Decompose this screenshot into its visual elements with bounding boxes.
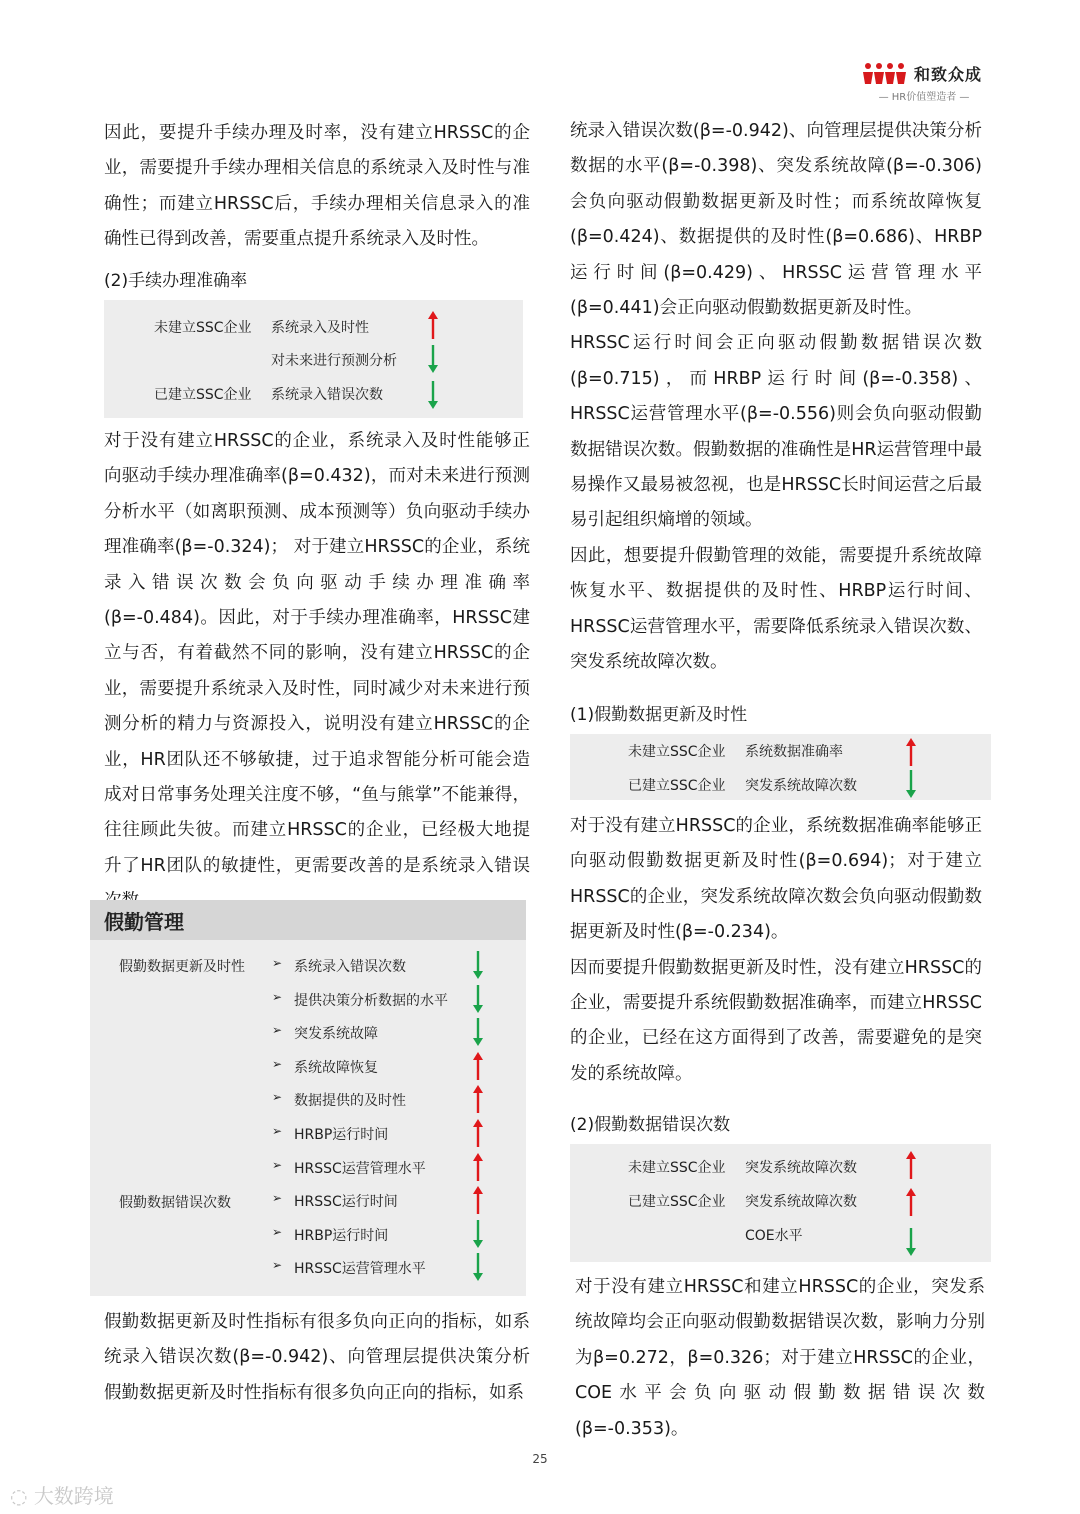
attendance-item-label: 系统录入错误次数 (294, 959, 406, 975)
right-paragraph-1: 统录入错误次数(β=-0.942)、向管理层提供决策分析数据的水平(β=-0.398)、突发系统故障(β=-0.306)会负向驱动假勤数据更新及时性；而系统故障恢复(β=0.424)、数据提供的及时性(β=0.686)、HRBP运行时间(β=0.429)、HRSSC运营管理水平(β=0.441)会正向驱动假勤数据更新及时性。 (570, 121, 982, 319)
page-number: 25 (532, 1452, 548, 1466)
left-subhead-accuracy: (2)手续办理准确率 (104, 271, 248, 291)
box-item-label: 对未来进行预测分析 (271, 353, 397, 369)
arrow-up-icon (472, 1051, 484, 1081)
attendance-item-label: HRBP运行时间 (294, 1227, 389, 1244)
brand-logo (862, 60, 992, 104)
arrow-down-icon (472, 1252, 484, 1282)
triangle-bullet-icon: ➢ (272, 1157, 283, 1172)
left-box-accuracy (104, 300, 523, 418)
attendance-item-label: HRSSC运行时间 (294, 1194, 398, 1211)
left-column-2 (104, 424, 530, 920)
arrow-down-icon (472, 950, 484, 980)
box-item-label: 系统录入及时性 (271, 320, 369, 336)
attendance-item-label: HRSSC运营管理水平 (294, 1261, 426, 1278)
left-column-3 (104, 1305, 530, 1411)
box-item-label: 系统数据准确率 (745, 744, 843, 760)
arrow-up-icon (427, 310, 439, 340)
right-column (570, 114, 982, 681)
arrow-up-icon (905, 1149, 917, 1181)
right-paragraph-2: HRSSC运行时间会正向驱动假勤数据错误次数(β=0.715)，而HRBP运行时间(β=-0.358)、 HRSSC运营管理水平(β=-0.556)则会负向驱动假勤数据错误次数。假勤数据的准确性是HR运营管理中最易操作又最易被忽视，也是HRSSC长时间运营之后最易引起组织熵增的领域。 (570, 333, 982, 531)
arrow-up-icon (905, 1186, 917, 1218)
right-paragraph-4: 对于没有建立HRSSC的企业，系统数据准确率能够正向驱动假勤数据更新及时性(β=0.694)；对于建立HRSSC的企业，突发系统故障次数会负向驱动假勤数据更新及时性(β=-0.234)。 (570, 816, 982, 943)
brand-name: 和致众成 (914, 65, 983, 84)
left-column (104, 116, 530, 296)
brand-tagline: — HR价值塑造者 — (878, 92, 970, 103)
arrow-up-icon (472, 1118, 484, 1148)
arrow-up-icon (472, 1185, 484, 1215)
box-item-label: COE水平 (745, 1228, 803, 1244)
box-item-label: 突发系统故障次数 (745, 778, 857, 794)
arrow-down-icon (472, 1219, 484, 1249)
box-item-label: 突发系统故障次数 (745, 1194, 857, 1210)
arrow-down-icon (905, 1226, 917, 1258)
triangle-bullet-icon: ➢ (272, 1023, 283, 1038)
left-paragraph-3: 假勤数据更新及时性指标有很多负向正向的指标，如系统录入错误次数(β=-0.942)、向管理层提供决策分析假勤数据更新及时性指标有很多负向正向的指标，如系 (104, 1312, 530, 1403)
triangle-bullet-icon: ➢ (272, 1056, 283, 1071)
left-paragraph-2: 对于没有建立HRSSC的企业，系统录入及时性能够正向驱动手续办理准确率(β=0.432)，而对未来进行预测分析水平（如离职预测、成本预测等）负向驱动手续办理准确率(β=-0.324)； 对于建立HRSSC的企业，系统录入错误次数会负向驱动手续办理准确率(β=-0.484)。因此，对于手续办理准确率，HRSSC建立与否，有着截然不同的影响，没有建立HRSSC的企业，需要提升系统录入及时性，同时减少对未来进行预测分析的精力与资源投入，说明没有建立HRSSC的企业，HR团队还不够敏捷，过于追求智能分析可能会造成对日常事务处理关注度不够，“鱼与熊掌”不能兼得，往往顾此失彼。而建立HRSSC的企业，已经极大地提升了HR团队的敏捷性，更需要改善的是系统录入错误 (104, 431, 530, 876)
right-paragraph-6: 对于没有建立HRSSC和建立HRSSC的企业，突发系统故障均会正向驱动假勤数据错误次数，影响力分别为β=0.272，β=0.326；对于建立HRSSC的企业，COE水平会负向驱动假勤数据错误次数(β=-0.353)。 (575, 1277, 985, 1439)
people-group-icon (862, 62, 908, 86)
triangle-bullet-icon: ➢ (272, 956, 283, 970)
box-group-label: 未建立SSC企业 (628, 1160, 726, 1176)
arrow-down-icon (472, 984, 484, 1014)
box-group-label: 已建立SSC企业 (628, 1194, 726, 1210)
triangle-bullet-icon: ➢ (272, 1191, 283, 1206)
arrow-down-icon (427, 344, 439, 374)
box-group-label: 假勤数据错误次数 (119, 1195, 231, 1211)
right-subhead-errors: (2)假勤数据错误次数 (570, 1115, 731, 1135)
triangle-bullet-icon: ➢ (272, 1224, 283, 1239)
arrow-down-icon (905, 769, 917, 799)
triangle-bullet-icon: ➢ (272, 1090, 283, 1105)
section-heading (90, 900, 526, 940)
box-group-label: 已建立SSC企业 (628, 778, 726, 794)
box-group-label: 假勤数据更新及时性 (119, 959, 245, 975)
right-column-3 (575, 1270, 985, 1447)
right-paragraph-5: 因而要提升假勤数据更新及时性，没有建立HRSSC的企业，需要提升系统假勤数据准确率，而建立HRSSC的企业，已经在这方面得到了改善，需要避免的是突发的系统故障。 (570, 957, 982, 1084)
triangle-bullet-icon: ➢ (272, 1124, 283, 1138)
box-group-label: 未建立SSC企业 (628, 744, 726, 760)
box-item-label: 突发系统故障次数 (745, 1160, 857, 1176)
attendance-item-label: HRBP运行时间 (294, 1127, 389, 1143)
triangle-bullet-icon: ➢ (272, 1258, 283, 1273)
attendance-item-label: HRSSC运营管理水平 (294, 1160, 426, 1177)
attendance-item-label: 系统故障恢复 (294, 1059, 378, 1076)
section-title: 假勤管理 (104, 910, 184, 934)
attendance-item-label: 突发系统故障 (294, 1026, 378, 1043)
right-column-2 (570, 809, 982, 1092)
arrow-up-icon (472, 1084, 484, 1114)
left-paragraph-1: 因此，要提升手续办理及时率，没有建立HRSSC的企业，需要提升手续办理相关信息的系统录入及时性与准确性；而建立HRSSC后，手续办理相关信息录入的准确性已得到改善，需要重点提升系统录入及时性。 (104, 123, 530, 250)
watermark: ◌ 大数跨境 (10, 1484, 114, 1508)
right-box-update (570, 734, 991, 800)
box-item-label: 系统录入错误次数 (271, 387, 383, 403)
right-paragraph-3: 因此，想要提升假勤管理的效能，需要提升系统故障恢复水平、数据提供的及时性、HRBP运行时间、HRSSC运营管理水平，需要降低系统录入错误次数、突发系统故障次数。 (570, 545, 982, 673)
right-subhead-update: (1)假勤数据更新及时性 (570, 705, 748, 725)
attendance-item-label: 数据提供的及时性 (294, 1093, 406, 1110)
box-group-label: 已建立SSC企业 (154, 387, 252, 403)
arrow-up-icon (472, 1152, 484, 1182)
attendance-item-label: 提供决策分析数据的水平 (294, 992, 448, 1009)
arrow-up-icon (905, 737, 917, 767)
box-group-label: 未建立SSC企业 (154, 320, 252, 336)
arrow-down-icon (427, 380, 439, 410)
attendance-box (90, 940, 526, 1296)
arrow-down-icon (472, 1017, 484, 1047)
right-box-errors (570, 1144, 991, 1262)
triangle-bullet-icon: ➢ (272, 989, 283, 1004)
